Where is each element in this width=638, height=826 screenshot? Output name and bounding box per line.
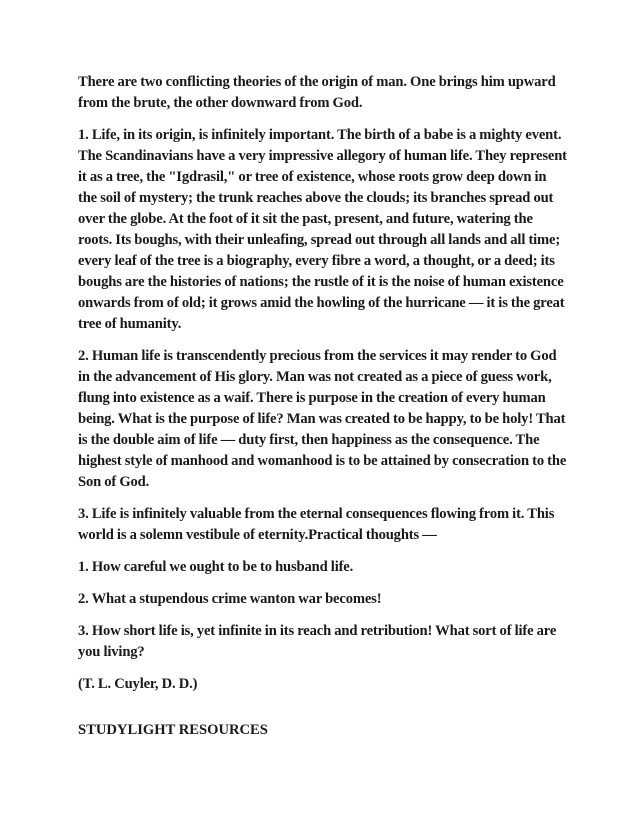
point-three-paragraph: 3. Life is infinitely valuable from the eternal consequences flowing from it. This world is a solemn vestibule of eternity.Practical thoughts — [78,506,555,543]
practical-thought-one: 1. How careful we ought to be to husband life. [78,559,354,575]
author-citation: (T. L. Cuyler, D. D.) [78,676,198,692]
intro-paragraph: There are two conflicting theories of the origin of man. One brings him upward from the brute, the other downward from God. [78,74,556,111]
point-one-paragraph: 1. Life, in its origin, is infinitely important. The birth of a babe is a mighty event. The Scandinavians have a very impressive allegory of human life. They represent it as a tree, the "Igdrasil," or tree of existence, whose roots grow deep down in the soil of mystery; the trunk reaches above the clouds; its branches spread out over the globe. At the foot of it sit the past, present, and future, watering the roots. Its boughs, with their unleafing, spread out through all lands and all time; every leaf of the tree is a biography, every fibre a word, a thought, or a deed; its boughs are the histories of nations; the rustle of it is the noise of human existence onwards from of old; it grows amid the howling of the hurricane — it is the great tree of humanity. [78,127,567,332]
point-two-paragraph: 2. Human life is transcendently precious from the services it may render to God in the advancement of His glory. Man was not created as a piece of guess work, flung into existence as a waif. There is purpose in the creation of every human being. What is the purpose of life? Man was created to be happy, to be holy! That is the double aim of life — duty first, then happiness as the consequence. The highest style of manhood and womanhood is to be attained by consecration to the Son of God. [78,348,567,490]
footer-heading: STUDYLIGHT RESOURCES [78,722,268,738]
practical-thought-two: 2. What a stupendous crime wanton war becomes! [78,591,382,607]
practical-thought-three: 3. How short life is, yet infinite in its reach and retribution! What sort of life are you living? [78,623,557,660]
document-body [78,72,568,706]
